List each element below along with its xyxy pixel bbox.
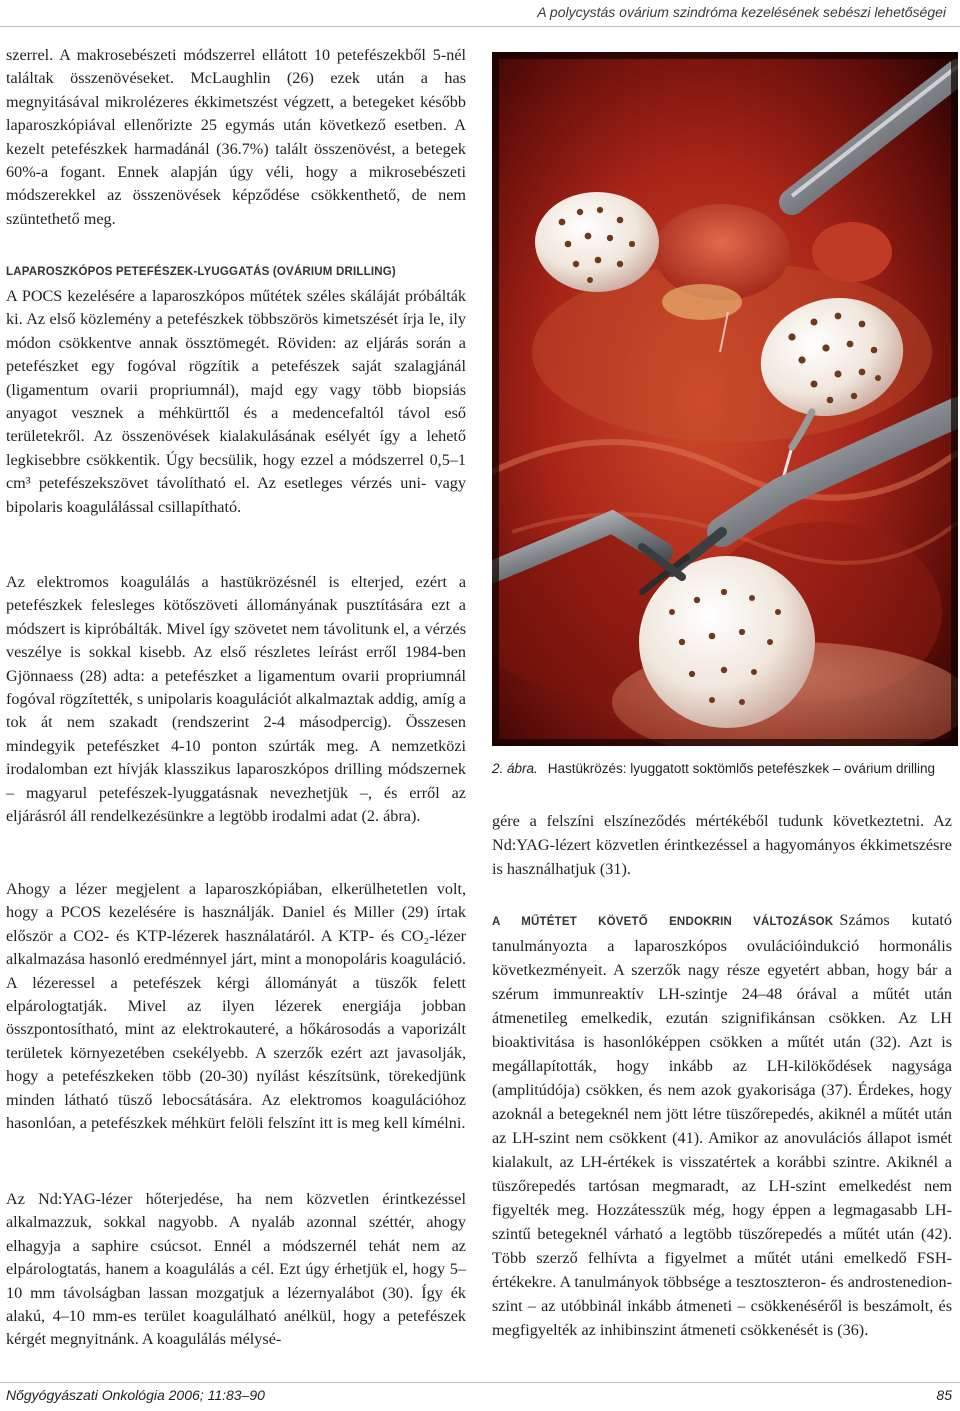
right-paragraph-1: gére a felszíni elszíneződés mértékéből tudunk következtetni. Az Nd:YAG-lézert közvetlen érintkezéssel a hagyományos ékkimetszésre is használhatjuk (31). [492, 812, 952, 878]
left-paragraph-3: Az elektromos koagulálás a hastükrözésnél is elterjed, ezért a petefészkek felesleges kötőszöveti állományának pusztítására ezt a módszert is kipróbálták. Mivel így szövetet nem távolitunk el, a vérzés veszélye is sokkal kisebb. Az első részletes leírást erről 1984-ben Gjönnaess (28) adta: a petefészket a ligamentum ovarii propriumnál fogóval rögzítették, s unipolaris koagulációt alkalmaztak addig, amíg a tok át nem szakadt (rendszerint 2-4 másodpercig). Összesen mindegyik petefészket 4-10 ponton szúrták meg. A nemzetközi irodalomban ezt hívják klasszikus laparoszkópos drilling módszernek – magyarul petefészek-lyuggatásnak nevezhetjük –, és erről az eljárásról áll rendelkezésünkre a legtöbb irodalmi adat (2. ábra). [6, 573, 466, 826]
journal-citation: Nőgyógyászati Onkológia 2006; 11:83–90 [6, 1387, 265, 1403]
page-number: 85 [936, 1387, 952, 1403]
running-head: A polycystás ovárium szindróma kezelésének sebészi lehetőségei [537, 4, 946, 20]
section-heading-endocrine: A MŰTÉTET KÖVETŐ ENDOKRIN VÁLTOZÁSOK [492, 916, 834, 928]
right-paragraph-2-text: Számos kutató tanulmányozta a laparoszkópos ovulációindukció hormonális következményeit. A szerzők nagy része egyetért abban, hogy bár a szérum immunreaktív LH-szintje 24–48 órával a műtét után átmenetileg emelkedik, ezután szignifikánsan csökken. Az LH bioaktivitása is hasonlóképpen csökken a műtét után (32). Azt is megállapították, hogy inkább az LH-kilökődések nagysága (amplitúdója) csökken, és nem azok gyakorisága (37). Érdekes, hogy azoknál a betegeknél nem jött létre tüszőrepedés, akiknél a műtét után az LH-szint nem csökkent (41). Amikor az anovulációs állapot ismét kialakult, az LH-értékek is visszatértek a korábbi szintre. Akiknél a tüszőrepedés tartósan megmaradt, az LH-szint emelkedést nem figyelték meg. Hozzátesszük még, hogy éppen a legmagasabb LH-szintű betegeknél várható a legtöbb tüszőrepedés a műtét után (42). Több szerző felhívta a figyelmet a műtét utáni emelkedő FSH-értékekre. A tanulmányok többsége a tesztoszteron- és androstenedion-szint – az utóbbinál inkább átmeneti – csökkenéséről is beszámolt, és megfigyelték az inhibinszint átmeneti csökkenését is (36). [492, 911, 952, 1339]
section-heading-drilling: LAPAROSZKÓPOS PETEFÉSZEK-LYUGGATÁS (OVÁRIUM DRILLING) [6, 266, 396, 278]
left-paragraph-5: Az Nd:YAG-lézer hőterjedése, ha nem közvetlen érintkezéssel alkalmazzuk, sokkal nagyobb. A nyaláb azonnal széttér, ahogy elhagyja a saphire csúcsot. Ennél a módszernél tehát nem az elpárologtatás, hanem a koagulálás a cél. Ezt úgy érhetjük el, hogy 5–10 mm távolságban lassan mozgatjuk a lézernyalábot (30). Így ék alakú, 4–10 mm-es terület koagulálható anélkül, hogy a petefészek kérgét megnyitnánk. A koagulálás mélysé- [6, 1190, 466, 1349]
figure-number: 2. ábra. [492, 761, 538, 776]
left-paragraph-4: Ahogy a lézer megjelent a laparoszkópiában, elkerülhetetlen volt, hogy a PCOS kezelésére is használják. Daniel és Miller (29) írtak először a CO2- és KTP-lézerek használatáról. A KTP- és CO₂-lézer alkalmazása hasonló eredménnyel járt, mint a monopoláris koaguláció. A lézeressel a petefészek kérgi állományát a tüszők felett elpárologtatják. Mivel az ilyen lézerek energiája jobban összpontosítható, mint az elektrokauteré, a hőkárosodás a vaporizált területek környezetében csekélyebb. A szerzők ezért azt javasolják, hogy a petefészkeken több (20-30) nyílást készítsünk, törekedjünk minden látható tüsző lebocsátására. Az elektromos koagulációhoz hasonlóan, a petefészkek méhkürt felöli felszínt itt is meg kell kímélni. [6, 880, 466, 1133]
laparoscopy-photo [492, 52, 958, 746]
footer-rule [0, 1382, 960, 1383]
left-paragraph-1: szerrel. A makrosebészeti módszerrel ellátott 10 petefészekből 5-nél találtak összenövéseket. McLaughlin (26) ezek után a has megnyitásával mikrolézeres ékkimetszést végzett, a betegeket később laparoszkópiával ellenőrizte 25 egymás után következő esetben. A kezelt petefészkek harmadánál (36.7%) talált összenövést, a betegek 60%-a fogant. Ennek alapján úgy véli, hogy a mikrosebészeti módszerekkel az összenövések képződése csökkenthető, de nem szüntethető meg. [6, 46, 466, 228]
right-paragraph-2 [492, 908, 952, 1342]
figure-caption-text: Hastükrözés: lyuggatott soktömlős petefészkek – ovárium drilling [547, 761, 935, 776]
left-ovary [535, 192, 659, 292]
left-paragraph-2: A POCS kezelésére a laparoszkópos műtétek széles skáláját próbálták ki. Az első közlemény a petefészkek többszörös kimetszését írja le, ily módon csökkentve annak össztömegét. Röviden: az eljárás során a petefészket egy fogóval rögzítik a petefészek saját szalagjánál (ligamentum ovarii propriumnál), majd egy vagy több biopsiás anyagot vesznek a méhkürttől és a medencefaltól távol eső területekről. Az összenövések kialakulásának esélyét így a lehető legkisebbre csökkentik. Úgy becsülik, hogy ezzel a módszerrel 0,5–1 cm³ petefészekszövet távolítható el. Az esetleges vérzés uni- vagy bipolaris koagulálással csillapítható. [6, 287, 466, 516]
header-rule [0, 26, 960, 27]
figure-caption [492, 761, 952, 776]
